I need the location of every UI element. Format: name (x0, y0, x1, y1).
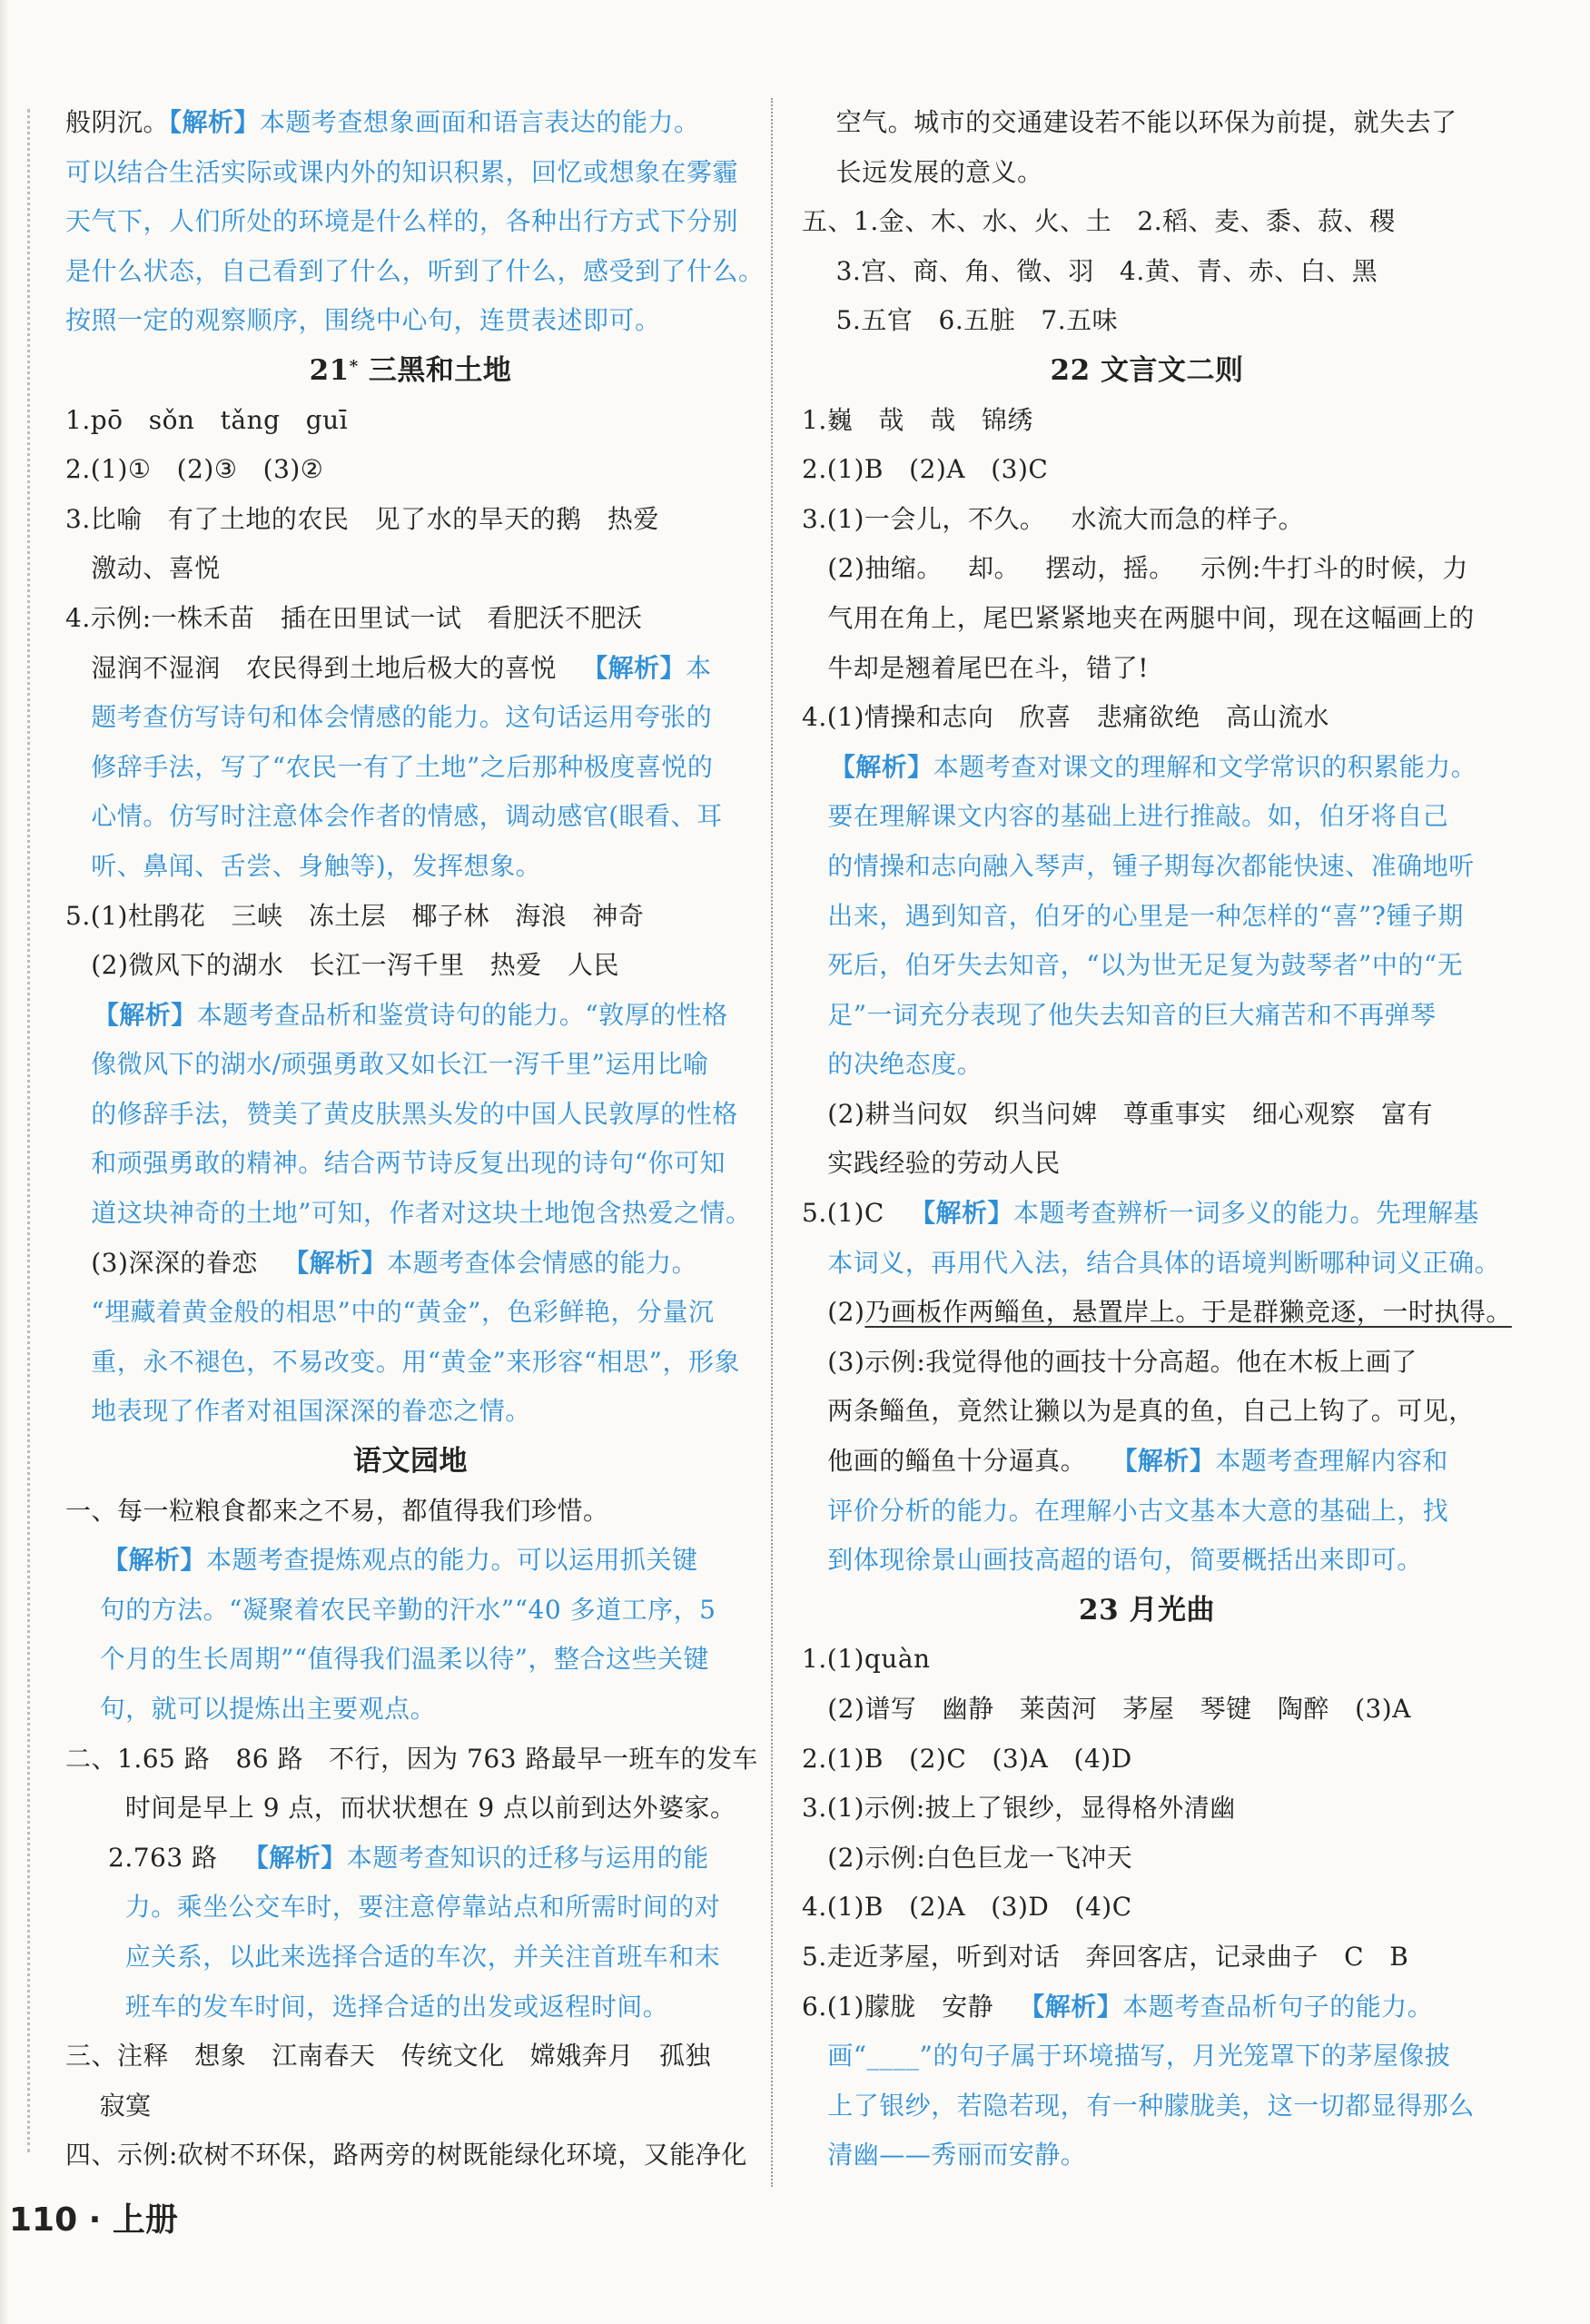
section-title: 21* 三黑和土地 (309, 353, 512, 387)
analysis-text: 和顽强勇敢的精神。结合两节诗反复出现的诗句“你可知 (65, 1148, 726, 1179)
analysis-text: 出来，遇到知音，伯牙的心里是一种怎样的“喜”?锺子期 (802, 900, 1464, 931)
answer-line (65, 842, 755, 892)
answer-line (802, 892, 1492, 942)
answer-line (802, 1090, 1492, 1140)
answer-line (65, 148, 755, 198)
answer-text: 5.五官 6.五脏 7.五味 (802, 305, 1119, 336)
answer-text: 两条鲻鱼，竟然让獭以为是真的鱼，自己上钩了。可见， (802, 1396, 1475, 1427)
answer-line (802, 1139, 1492, 1189)
analysis-text: 力。乘坐公交车时，要注意停靠站点和所需时间的对 (65, 1892, 721, 1923)
answer-text: 般阴沉。 (65, 107, 170, 137)
answer-line (802, 1834, 1492, 1884)
answer-text: (2)微风下的湖水 长江一泻千里 热爱 人民 (65, 950, 619, 981)
answer-line (65, 1735, 758, 1785)
analysis-tag: 【解析】 (242, 1842, 347, 1873)
answer-line (65, 991, 755, 1041)
answer-line (65, 1040, 755, 1090)
analysis-text: “埋藏着黄金般的相思”中的“黄金”，色彩鲜艳，分量沉 (65, 1297, 715, 1328)
answer-text: 四、示例:砍树不环保，路两旁的树既能绿化环境，又能净化 (65, 2140, 747, 2171)
section-title: 语文园地 (353, 1445, 468, 1478)
answer-line (802, 148, 1492, 198)
answer-line (65, 2131, 755, 2181)
answer-line (802, 1040, 1492, 1090)
analysis-text: 本题考查对课文的理解和文学常识的积累能力。 (933, 751, 1477, 782)
answer-line (802, 1338, 1492, 1388)
answer-line (802, 792, 1492, 842)
analysis-text: 本题考查理解内容和 (1215, 1446, 1448, 1477)
analysis-text: 本题考查品析和鉴赏诗句的能力。“敦厚的性格 (196, 999, 728, 1030)
answer-text: 1.pō sǒn tǎng guī (65, 404, 349, 435)
answer-line (65, 2082, 755, 2131)
answer-line (65, 1933, 755, 1983)
answer-line (65, 1239, 755, 1289)
analysis-text: 本词义，再用代入法，结合具体的语境判断哪种词义正确。 (802, 1247, 1501, 1278)
page-footer: 110 · 上册 (9, 2201, 178, 2239)
answer-text: (3)深深的眷恋 (65, 1247, 284, 1278)
answer-text: 3.比喻 有了土地的农民 见了水的旱天的鹅 热爱 (65, 503, 659, 534)
analysis-text: 本题考查知识的迁移与运用的能 (346, 1842, 709, 1873)
analysis-text: 班车的发车时间，选择合适的出发或返程时间。 (65, 1991, 669, 2022)
answer-line (802, 1735, 1492, 1785)
analysis-text: 心情。仿写时注意体会作者的情感，调动感官(眼看、耳 (65, 801, 723, 832)
answer-text: 空气。城市的交通建设若不能以环保为前提，就失去了 (802, 107, 1457, 137)
answer-text: (2)示例:白色巨龙一飞冲天 (802, 1842, 1133, 1873)
analysis-tag: 【解析】 (283, 1247, 388, 1278)
answer-text: 湿润不湿润 农民得到土地后极大的喜悦 (65, 652, 583, 683)
answer-line (802, 2032, 1492, 2082)
answer-text: 3.(1)示例:披上了银纱，显得格外清幽 (802, 1793, 1236, 1824)
answer-line (65, 544, 755, 594)
page-edge-shadow (0, 0, 9, 2324)
column-divider (771, 98, 773, 2187)
analysis-text: 画“____”的句子属于环境描写，月光笼罩下的茅屋像披 (802, 2041, 1451, 2072)
answer-line (802, 495, 1492, 545)
answer-line (802, 1387, 1492, 1437)
answer-text: 6.(1)朦胧 安静 (802, 1991, 1020, 2022)
analysis-tag: 【解析】 (1111, 1446, 1216, 1477)
answer-line (802, 247, 1492, 297)
analysis-text: 应关系，以此来选择合适的车次，并关注首班车和末 (65, 1941, 721, 1972)
analysis-text: 听、鼻闻、舌尝、身触等)，发挥想象。 (65, 850, 542, 881)
answer-text: 长远发展的意义。 (802, 156, 1043, 187)
answer-text: 1.(1)quàn (802, 1644, 931, 1675)
answer-line (65, 495, 755, 545)
analysis-text: 清幽——秀丽而安静。 (802, 2140, 1087, 2171)
answer-line (65, 1487, 755, 1537)
answer-line (65, 1784, 755, 1834)
answer-line (65, 1536, 755, 1586)
answer-line (802, 1635, 1492, 1685)
answer-line (802, 2082, 1492, 2131)
answer-line (802, 842, 1492, 892)
analysis-text: 的情操和志向融入琴声，锺子期每次都能快速、准确地听 (802, 850, 1475, 881)
answer-line (65, 644, 755, 694)
answer-text: 3.(1)一会儿，不久。 水流大而急的样子。 (802, 503, 1305, 534)
answer-line (65, 941, 755, 991)
analysis-text: 本题考查品析句子的能力。 (1122, 1991, 1434, 2022)
answer-text: 4.示例:一株禾苗 插在田里试一试 看肥沃不肥沃 (65, 602, 643, 633)
answer-line (65, 1288, 755, 1338)
analysis-tag: 【解析】 (582, 652, 686, 683)
analysis-text: 天气下，人们所处的环境是什么样的，各种出行方式下分别 (65, 206, 739, 237)
answer-line (65, 247, 765, 297)
analysis-text: 上了银纱，若隐若现，有一种朦胧美，这一切都显得那么 (802, 2090, 1475, 2121)
analysis-text: 本题考查想象画面和语言表达的能力。 (260, 107, 700, 137)
answer-text: 5.(1)杜鹃花 三峡 冻土层 椰子林 海浪 神奇 (65, 900, 645, 931)
answer-line (65, 197, 755, 247)
answer-line (802, 1288, 1512, 1338)
answer-line (802, 1883, 1492, 1933)
answer-line (65, 1983, 755, 2032)
answer-line (65, 2032, 755, 2082)
answer-text: (2)抽缩。 却。 摆动，摇。 示例:牛打斗的时候，力 (802, 553, 1468, 584)
answer-line (802, 197, 1492, 247)
analysis-text: 本 (686, 652, 712, 683)
analysis-text: 本题考查辨析一词多义的能力。先理解基 (1013, 1198, 1480, 1229)
answer-text: 5.走近茅屋，听到对话 奔回客店，记录曲子 C B (802, 1941, 1409, 1972)
answer-line (802, 1784, 1492, 1834)
answer-text: 2.(1)B (2)C (3)A (4)D (802, 1743, 1132, 1774)
analysis-tag: 【解析】 (1019, 1991, 1123, 2022)
analysis-text: 足”一词充分表现了他失去知音的巨大痛苦和不再弹琴 (802, 999, 1437, 1030)
answer-line (802, 1933, 1492, 1983)
analysis-text: 道这块神奇的土地”可知，作者对这块土地饱含热爱之情。 (65, 1198, 752, 1229)
answer-text: 时间是早上 9 点，而状状想在 9 点以前到达外婆家。 (65, 1793, 736, 1824)
analysis-text: 是什么状态，自己看到了什么，听到了什么，感受到了什么。 (65, 255, 765, 286)
answer-line (802, 693, 1492, 743)
answer-line (802, 296, 1492, 346)
analysis-text: 要在理解课文内容的基础上进行推敲。如，伯牙将自己 (802, 801, 1449, 832)
answer-text: 寂寞 (65, 2090, 152, 2121)
answer-text: 4.(1)B (2)A (3)D (4)C (802, 1892, 1132, 1923)
analysis-tag: 【解析】 (65, 1545, 206, 1576)
analysis-text: 本题考查体会情感的能力。 (387, 1247, 698, 1278)
section-title: 23 月光曲 (1079, 1593, 1215, 1627)
answer-text: 他画的鲻鱼十分逼真。 (802, 1446, 1112, 1477)
analysis-tag: 【解析】 (65, 999, 197, 1030)
answer-line (802, 1239, 1501, 1289)
answer-line (65, 396, 755, 446)
analysis-text: 个月的生长周期”“值得我们温柔以待”，整合这些关键 (65, 1644, 710, 1675)
answer-line (802, 544, 1492, 594)
analysis-text: 修辞手法，写了“农民一有了土地”之后那种极度喜悦的 (65, 751, 714, 782)
answer-line (802, 594, 1492, 644)
answer-line (802, 941, 1492, 991)
answer-line (802, 445, 1492, 495)
answer-text: (2)耕当问奴 织当问婢 尊重事实 细心观察 富有 (802, 1098, 1434, 1129)
answer-text: (3)示例:我觉得他的画技十分高超。他在木板上画了 (802, 1346, 1417, 1377)
answer-line (65, 1338, 755, 1388)
answer-text: 3.宫、商、角、徵、羽 4.黄、青、赤、白、黑 (802, 255, 1378, 286)
answer-line (802, 991, 1492, 1041)
answer-line (802, 743, 1492, 793)
answer-line (802, 1983, 1492, 2032)
answer-line (65, 1883, 755, 1933)
left-column (65, 98, 765, 2181)
right-column (802, 98, 1512, 2181)
answer-text: 2.(1)B (2)A (3)C (802, 454, 1049, 485)
answer-line (802, 98, 1492, 148)
answer-line (65, 1685, 755, 1735)
analysis-text: 像微风下的湖水/顽强勇敢又如长江一泻千里”运用比喻 (65, 1049, 709, 1080)
analysis-text: 本题考查提炼观点的能力。可以运用抓关键 (206, 1545, 698, 1576)
answer-text: (2) (802, 1297, 865, 1328)
answer-line (802, 1685, 1492, 1735)
answer-text: 实践经验的劳动人民 (802, 1148, 1061, 1179)
underlined-text: 乃画板作两鲻鱼，悬置岸上。于是群獭竞逐，一时执得。 (864, 1297, 1512, 1328)
analysis-text: 地表现了作者对祖国深深的眷恋之情。 (65, 1396, 531, 1427)
answer-text: 气用在角上，尾巴紧紧地夹在两腿中间，现在这幅画上的 (802, 602, 1475, 633)
analysis-text: 到体现徐景山画技高超的语句，简要概括出来即可。 (802, 1545, 1423, 1576)
answer-line (65, 1635, 755, 1685)
answer-line (802, 1487, 1492, 1537)
answer-text: 5.(1)C (802, 1198, 911, 1229)
answer-line (65, 693, 755, 743)
analysis-text: 的决绝态度。 (802, 1049, 983, 1080)
answer-line (802, 1437, 1492, 1487)
answer-text: (2)谱写 幽静 莱茵河 茅屋 琴键 陶醉 (3)A (802, 1694, 1411, 1724)
answer-text: 一、每一粒粮食都来之不易，都值得我们珍惜。 (65, 1495, 609, 1526)
answer-text: 1.巍 哉 哉 锦绣 (802, 404, 1033, 435)
answer-line (802, 2131, 1492, 2181)
analysis-tag: 【解析】 (910, 1198, 1014, 1229)
analysis-text: 重，永不褪色，不易改变。用“黄金”来形容“相思”，形象 (65, 1346, 740, 1377)
answer-text: 4.(1)情操和志向 欣喜 悲痛欲绝 高山流水 (802, 702, 1329, 733)
answer-line (802, 1536, 1492, 1586)
answer-line (65, 1090, 755, 1140)
analysis-tag: 【解析】 (802, 751, 933, 782)
analysis-text: 评价分析的能力。在理解小古文基本大意的基础上，找 (802, 1495, 1449, 1526)
answer-line (65, 1189, 755, 1239)
answer-line (65, 98, 755, 148)
analysis-text: 的修辞手法，赞美了黄皮肤黑头发的中国人民敦厚的性格 (65, 1098, 738, 1129)
answer-text: 五、1.金、木、水、火、土 2.稻、麦、黍、菽、稷 (802, 206, 1396, 237)
answer-text: 牛却是翘着尾巴在斗，错了! (802, 652, 1149, 683)
answer-text: 激动、喜悦 (65, 553, 221, 584)
answer-line (65, 1834, 755, 1884)
answer-line (65, 296, 755, 346)
analysis-text: 可以结合生活实际或课内外的知识积累，回忆或想象在雾霾 (65, 156, 739, 187)
answer-line (65, 792, 755, 842)
answer-line (802, 644, 1492, 694)
analysis-text: 死后，伯牙失去知音，“以为世无足复为鼓琴者”中的“无 (802, 950, 1464, 981)
binding-perforation (27, 109, 30, 2152)
answer-text: 2.(1)① (2)③ (3)② (65, 454, 324, 485)
answer-line (65, 743, 755, 793)
analysis-text: 句，就可以提炼出主要观点。 (65, 1694, 437, 1724)
answer-text: 二、1.65 路 86 路 不行，因为 763 路最早一班车的发车 (65, 1743, 758, 1774)
analysis-text: 按照一定的观察顺序，围绕中心句，连贯表述即可。 (65, 305, 661, 336)
answer-line (65, 594, 755, 644)
answer-line (65, 1139, 755, 1189)
section-title: 22 文言文二则 (1050, 353, 1244, 387)
answer-text: 2.763 路 (65, 1842, 243, 1873)
answer-text: 三、注释 想象 江南春天 传统文化 嫦娥奔月 孤独 (65, 2041, 712, 2072)
answer-line (65, 445, 755, 495)
analysis-tag: 【解析】 (169, 107, 261, 137)
answer-line (65, 1586, 755, 1636)
analysis-text: 题考查仿写诗句和体会情感的能力。这句话运用夸张的 (65, 702, 713, 733)
answer-line (802, 396, 1492, 446)
answer-line (65, 1387, 755, 1437)
answer-line (802, 1189, 1492, 1239)
analysis-text: 句的方法。“凝聚着农民辛勤的汗水”“40 多道工序，5 (65, 1594, 716, 1625)
answer-line (65, 892, 755, 942)
